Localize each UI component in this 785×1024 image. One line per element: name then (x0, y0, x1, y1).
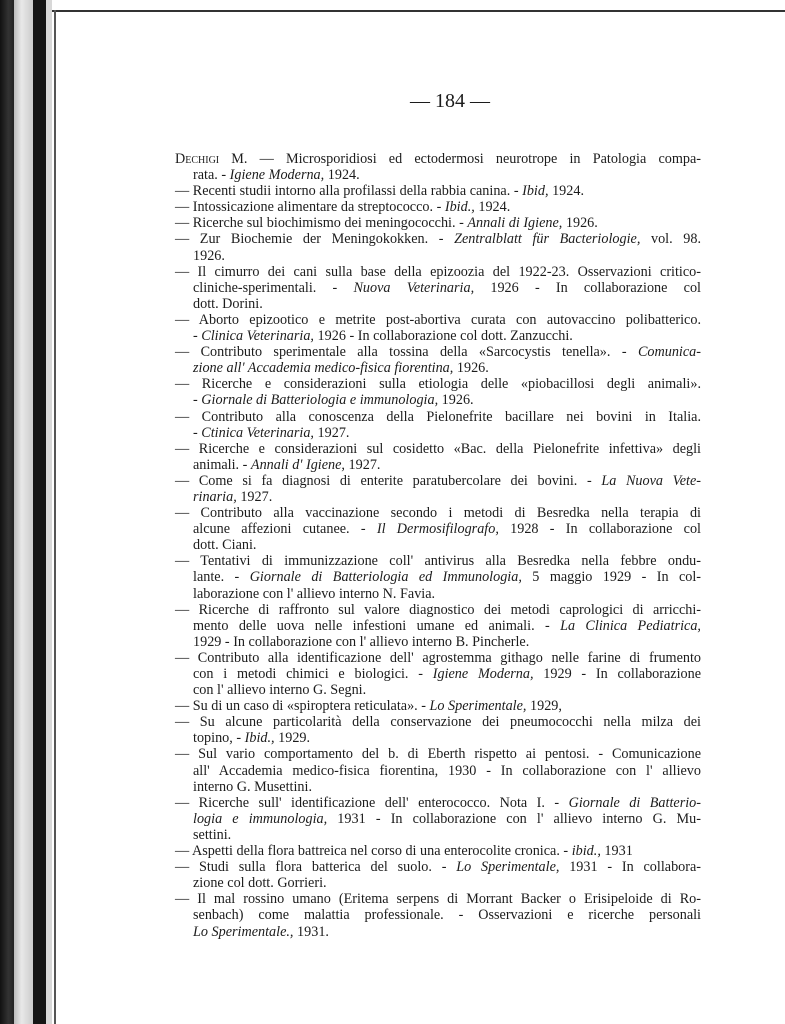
entry-text: — Recenti studii intorno alla profilassi della rabbia canina. - (175, 183, 523, 200)
bibliography-line-continuation (175, 666, 701, 682)
entry-text: — Zur Biochemie der Meningokokken. - (175, 231, 455, 248)
entry-text: cliniche-sperimentali. - (193, 279, 354, 296)
entry-text: vol. 98. (640, 231, 701, 248)
journal-title: Giornale di Batteriologia ed Immunologia, (249, 569, 522, 586)
entry-text: — Ricerche sull' identificazione dell' enterococco. Nota I. - (175, 794, 569, 811)
entry-text: 1924. (474, 199, 511, 216)
entry-text: dott. Dorini. (193, 295, 263, 312)
bibliography-line-continuation (175, 360, 701, 376)
bibliography-line-continuation (175, 618, 701, 634)
entry-text: — Contributo alla identificazione dell' agrostemma githago nelle farine di frumento (175, 649, 701, 666)
bibliography-entry-line (175, 473, 701, 489)
entry-text: — Ricerche e considerazioni sul cosidetto «Bac. della Pielonefrite infettiva» degli (175, 440, 701, 457)
bibliography-entry-line (175, 602, 701, 618)
bibliography-entry-line (175, 843, 701, 859)
entry-text: 1924. (324, 167, 360, 184)
bibliography-entry-line (175, 151, 701, 167)
bibliography-line-continuation (175, 425, 701, 441)
entry-text: — Come si fa diagnosi di enterite paratubercolare dei bovini. - (175, 472, 602, 489)
bibliography-entry-line (175, 698, 701, 714)
bibliography-line-continuation (175, 489, 701, 505)
entry-text: con l' allievo interno G. Segni. (193, 682, 367, 699)
bibliography-entry-line (175, 650, 701, 666)
scan-binding-edge (33, 0, 46, 1024)
journal-title: Annali di Igiene, (467, 215, 563, 232)
scan-binding-edge (0, 0, 14, 1024)
entry-text: — Contributo sperimentale alla tossina della «Sarcocystis tenella». - (175, 344, 638, 361)
page-border-top (52, 10, 785, 12)
journal-title: Igiene Moderna, (229, 167, 325, 184)
scan-binding-edge (14, 0, 33, 1024)
entry-text: — Contributo alla vaccinazione secondo i metodi di Besredka nella terapia di (175, 505, 701, 522)
entry-text: 1929 - In collaborazione con l' allievo interno B. Pincherle. (193, 633, 530, 650)
entry-text: 1928 - In collaborazione col (498, 521, 701, 538)
entry-text: — Su di un caso di «spiroptera reticulata». - (175, 698, 430, 715)
entry-text: — Microsporidiosi ed ectodermosi neurotrope in Patologia compa- (247, 151, 701, 167)
entry-text: senbach) come malattia professionale. - Osservazioni e ricerche personali (193, 907, 701, 924)
bibliography-entry-line (175, 859, 701, 875)
entry-text: 1927. (313, 424, 350, 441)
entry-text: 1929, (526, 698, 562, 715)
journal-title: Ibid, (522, 183, 549, 200)
journal-title: Lo Sperimentale, (429, 698, 527, 715)
bibliography-line-continuation (175, 248, 701, 264)
bibliography-entry-line (175, 215, 701, 231)
bibliography-line-continuation (175, 392, 701, 408)
journal-title: La Clinica Pediatrica, (560, 617, 701, 634)
entry-text: 1926. (438, 392, 474, 409)
entry-text: con i metodi chimici e biologici. - (193, 666, 433, 682)
bibliography-line-continuation (175, 779, 701, 795)
entry-text: all' Accademia medico-fisica fiorentina, 1930 - In collaborazione con l' allievo (193, 762, 701, 779)
journal-title: Ctinica Veterinaria, (201, 424, 314, 441)
bibliography-line-continuation (175, 827, 701, 843)
bibliography-line-continuation (175, 924, 701, 940)
entry-text: dott. Ciani. (193, 537, 257, 554)
journal-title: Zentralblatt für Bacteriologie, (454, 231, 641, 248)
journal-title: Comunica- (637, 344, 701, 361)
entry-text: 1931 - In collaborazione con l' allievo interno G. Mu- (327, 810, 701, 827)
journal-title: Nuova Veterinaria, (353, 279, 475, 296)
journal-title: Annali d' Igiene, (250, 456, 345, 473)
entry-text: zione col dott. Gorrieri. (193, 875, 327, 892)
journal-title: Lo Sperimentale., (193, 923, 294, 940)
bibliography-line-continuation (175, 328, 701, 344)
bibliography-line-continuation (175, 682, 701, 698)
entry-text: — Il cimurro dei cani sulla base della epizoozia del 1922-23. Osservazioni critico- (175, 263, 701, 280)
bibliography-entry-line (175, 312, 701, 328)
bibliography-line-continuation (175, 167, 701, 183)
entry-text: 1931. (293, 923, 329, 940)
bibliography-line-continuation (175, 569, 701, 585)
bibliography-entry-line (175, 441, 701, 457)
entry-text: - (193, 424, 202, 441)
entry-text: — Studi sulla flora batterica del suolo. - (175, 859, 457, 876)
entry-text: — Aspetti della flora battreica nel corso di una enterocolite cronica. - (175, 843, 572, 860)
entry-text: 1927. (236, 488, 273, 505)
bibliography-line-continuation (175, 280, 701, 296)
bibliography-entry-line (175, 505, 701, 521)
journal-title: Il Dermosifilografo, (376, 521, 499, 538)
bibliography-line-continuation (175, 875, 701, 891)
author-name: Dechigi M. (175, 151, 248, 167)
bibliography-line-continuation (175, 521, 701, 537)
entry-text: — Aborto epizootico e metrite post-abortiva curata con autovaccino polibatterico. (175, 311, 701, 328)
bibliography-list (175, 151, 701, 940)
bibliography-entry-line (175, 231, 701, 247)
entry-text: 1924. (548, 183, 584, 200)
entry-text: rata. - (193, 167, 230, 184)
entry-text: settini. (193, 826, 232, 843)
bibliography-line-continuation (175, 811, 701, 827)
journal-title: logia e immunologia, (193, 810, 328, 827)
entry-text: — Contributo alla conoscenza della Pielonefrite bacillare nei bovini in Italia. (175, 408, 701, 425)
entry-text: 1927. (344, 456, 381, 473)
bibliography-line-continuation (175, 586, 701, 602)
entry-text: 1926 - In collaborazione col (474, 279, 701, 296)
journal-title: zione all' Accademia medico-fisica fiorentina, (193, 360, 454, 377)
bibliography-entry-line (175, 714, 701, 730)
page-border-left (54, 10, 56, 1024)
journal-title: Giornale di Batterio- (568, 794, 701, 811)
bibliography-entry-line (175, 891, 701, 907)
entry-text: — Su alcune particolarità della conservazione dei pneumococchi nella milza dei (175, 714, 701, 731)
bibliography-entry-line (175, 264, 701, 280)
bibliography-entry-line (175, 409, 701, 425)
bibliography-entry-line (175, 376, 701, 392)
entry-text: 5 maggio 1929 - In col- (521, 569, 702, 586)
entry-text: mento delle uova nelle infestioni umane ed animali. - (193, 617, 561, 634)
journal-title: Lo Sperimentale, (456, 859, 560, 876)
bibliography-line-continuation (175, 537, 701, 553)
entry-text: — Intossicazione alimentare da streptococco. - (175, 199, 445, 216)
journal-title: La Nuova Vete- (601, 472, 701, 489)
bibliography-line-continuation (175, 457, 701, 473)
bibliography-line-continuation (175, 907, 701, 923)
journal-title: Igiene Moderna, (432, 666, 534, 682)
entry-text: animali. - (193, 456, 251, 473)
entry-text: — Ricerche sul biochimismo dei meningococchi. - (175, 215, 468, 232)
entry-text: 1931 (600, 843, 633, 860)
entry-text: 1926. (193, 247, 225, 264)
bibliography-line-continuation (175, 634, 701, 650)
entry-text: topino, - (193, 730, 245, 747)
entry-text: — Il mal rossino umano (Eritema serpens di Morrant Backer o Erisipeloide di Ro- (175, 891, 701, 908)
entry-text: lante. - (193, 569, 250, 586)
journal-title: Ibid., (444, 199, 475, 216)
entry-text: 1929. (274, 730, 311, 747)
entry-text: — Sul vario comportamento del b. di Eberth rispetto ai pentosi. - Comunicazione (175, 746, 701, 763)
entry-text: laborazione con l' allievo interno N. Favia. (193, 585, 436, 602)
entry-text: - (193, 392, 202, 409)
page-number: — 184 — (410, 90, 490, 112)
bibliography-line-continuation (175, 730, 701, 746)
bibliography-entry-line (175, 344, 701, 360)
bibliography-entry-line (175, 183, 701, 199)
entry-text: 1931 - In collabora- (559, 859, 702, 876)
entry-text: — Tentativi di immunizzazione coll' antivirus alla Besredka nella febbre ondu- (175, 553, 701, 570)
scan-binding-edge (46, 0, 52, 1024)
entry-text: 1929 - In collaborazione (533, 666, 702, 682)
bibliography-entry-line (175, 795, 701, 811)
entry-text: 1926. (453, 360, 489, 377)
journal-title: Giornale di Batteriologia e immunologia, (201, 392, 439, 409)
journal-title: Ibid., (244, 730, 275, 747)
entry-text: alcune affezioni cutanee. - (193, 521, 377, 538)
entry-text: 1926 - In collaborazione col dott. Zanzucchi. (313, 328, 573, 345)
journal-title: ibid., (571, 843, 601, 860)
entry-text: - (193, 328, 202, 345)
journal-title: rinaria, (193, 488, 237, 505)
bibliography-entry-line (175, 746, 701, 762)
entry-text: interno G. Musettini. (193, 778, 313, 795)
bibliography-entry-line (175, 553, 701, 569)
bibliography-entry-line (175, 199, 701, 215)
journal-title: Clinica Veterinaria, (201, 328, 314, 345)
entry-text: — Ricerche di raffronto sul valore diagnostico dei metodi caprologici di arricchi- (175, 601, 701, 618)
entry-text: — Ricerche e considerazioni sulla etiologia delle «piobacillosi degli animali». (175, 376, 701, 393)
bibliography-line-continuation (175, 763, 701, 779)
entry-text: 1926. (562, 215, 598, 232)
bibliography-line-continuation (175, 296, 701, 312)
